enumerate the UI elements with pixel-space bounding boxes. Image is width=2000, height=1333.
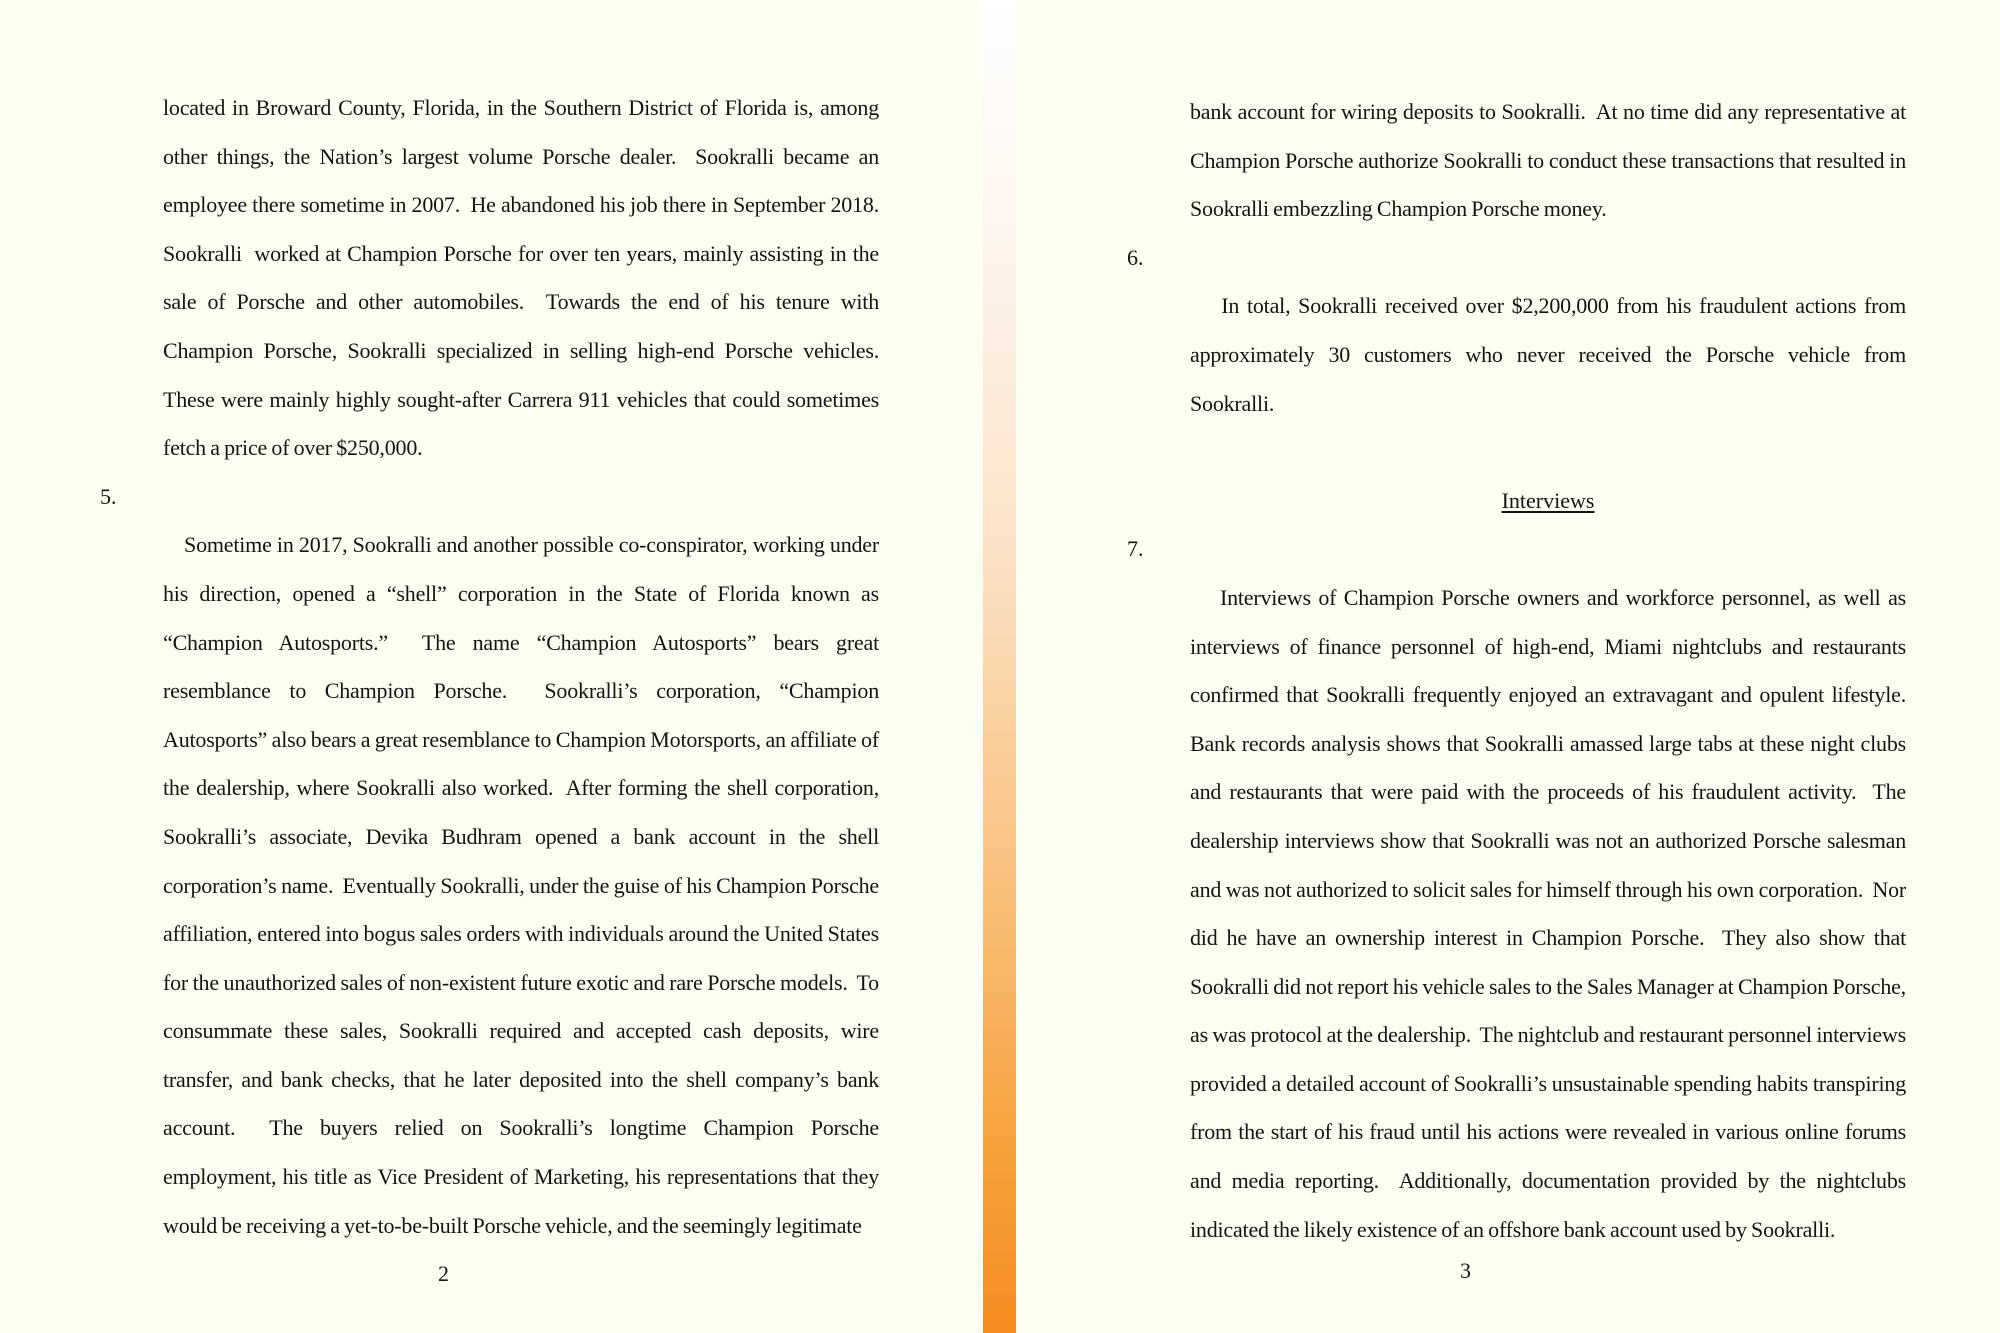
left-page: [100, 84, 888, 1299]
paragraph-text: In total, Sookralli received over $2,200,000 from his fraudulent actions from approximately 30 customers who never received the Porsche vehicle from Sookralli.: [1190, 293, 1911, 416]
section-heading-text: Interviews: [1501, 487, 1595, 513]
page-number-left: 2: [438, 1261, 449, 1286]
paragraph: [100, 473, 884, 1299]
paragraph-number: 5.: [100, 483, 117, 509]
paragraph-text: Interviews of Champion Porsche owners and workforce personnel, as well as interviews of finance personnel of high-end, Miami nightclubs and restaurants confirmed that Sookralli frequently enjoyed an extravagant and opulent lifestyle. Bank records analysis shows that Sookralli amassed large tabs at these night clubs and restaurants that were paid with the proceeds of his fraudulent activity. The dealership interviews show that Sookralli was not an authorized Porsche salesman and was not authorized to solicit sales for himself through his own corporation. Nor did he have an ownership interest in Champion Porsche. They also show that Sookralli did not report his vehicle sales to the Sales Manager at Champion Porsche, as was protocol at the dealership. The nightclub and restaurant personnel interviews provided a detailed account of Sookralli’s unsustainable spending habits transpiring from the start of his fraud until his actions were revealed in various online forums and media reporting. Additionally, documentation provided by the nightclubs indicated the likely existence of an offshore bank account used by Sookralli.: [1190, 584, 1915, 1242]
paragraph: [1127, 525, 1915, 1303]
right-page: [1127, 88, 1915, 1303]
paragraph: [1127, 234, 1911, 477]
paragraph-number: 7.: [1127, 536, 1144, 562]
paragraph: bank account for wiring deposits to Sookralli. At no time did any representative at Champion Porsche authorize Sookralli to conduct these transactions that resulted in Sookralli embezzling Champion Porsche money.: [1190, 99, 1911, 222]
page-number-right: 3: [1460, 1258, 1471, 1283]
paragraph-number: 6.: [1127, 244, 1144, 270]
page-spine-divider: [983, 0, 1016, 1333]
section-heading-interviews: [1190, 477, 1906, 526]
paragraph: located in Broward County, Florida, in the Southern District of Florida is, among other things, the Nation’s largest volume Porsche dealer. Sookralli became an employee there sometime in 2007. He abandoned his job there in September 2018. Sookralli worked at Champion Porsche for over ten years, mainly assisting in the sale of Porsche and other automobiles. Towards the end of his tenure with Champion Porsche, Sookralli specialized in selling high-end Porsche vehicles. These were mainly highly sought-after Carrera 911 vehicles that could sometimes fetch a price of over $250,000.: [163, 95, 888, 461]
paragraph-text: Sometime in 2017, Sookralli and another possible co-conspirator, working under his direction, opened a “shell” corporation in the State of Florida known as “Champion Autosports.” The name “Champion Autosports” bears great resemblance to Champion Porsche. Sookralli’s corporation, “Champion Autosports” also bears a great resemblance to Champion Motorsports, an affiliate of the dealership, where Sookralli also worked. After forming the shell corporation, Sookralli’s associate, Devika Budhram opened a bank account in the shell corporation’s name. Eventually Sookralli, under the guise of his Champion Porsche affiliation, entered into bogus sales orders with individuals around the United States for the unauthorized sales of non-existent future exotic and rare Porsche models. To consummate these sales, Sookralli required and accepted cash deposits, wire transfer, and bank checks, that he later deposited into the shell company’s bank account. The buyers relied on Sookralli’s longtime Champion Porsche employment, his title as Vice President of Marketing, his representations that they would be receiving a yet-to-be-built Porsche vehicle, and the seemingly legitimate: [163, 532, 884, 1238]
